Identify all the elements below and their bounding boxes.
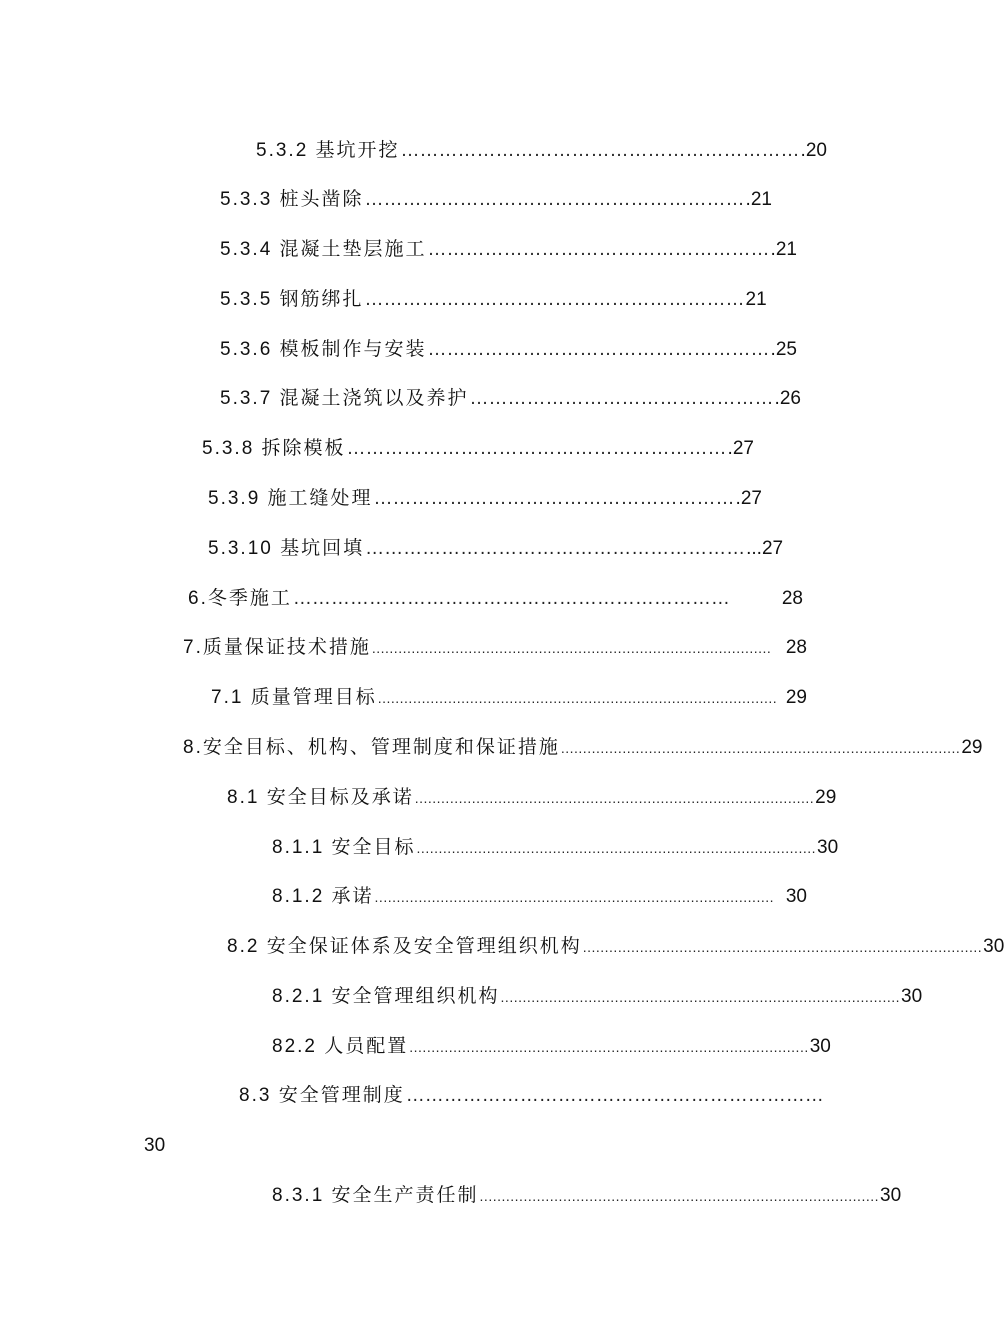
toc-leader-dots: ........................................................................................... — [374, 889, 775, 905]
toc-leader-dots: ........................................................................................... — [409, 1039, 809, 1055]
toc-entry[interactable] — [227, 933, 1004, 961]
toc-page-number: .27 — [735, 488, 762, 509]
toc-leader-dots: ………………………………………………………… — [405, 1085, 824, 1106]
toc-page-number: 30 — [983, 936, 1004, 957]
toc-leader-dots: ........................................................................................... — [500, 989, 901, 1005]
toc-entry[interactable] — [220, 186, 772, 214]
toc-entry-title: 5.3.9 施工缝处理 — [208, 488, 373, 509]
toc-page-number: 30 — [901, 986, 923, 1007]
toc-page-number: .27 — [727, 438, 754, 459]
toc-entry-title: 8.1.1 安全目标 — [272, 837, 416, 858]
toc-entry-title: 8.2.1 安全管理组织机构 — [272, 986, 500, 1007]
toc-entry[interactable] — [211, 684, 807, 712]
toc-page-number: 21 — [745, 289, 767, 310]
toc-leader-dots: ……………………………………………… — [427, 239, 770, 260]
toc-entry[interactable] — [202, 435, 754, 463]
toc-page-number: 28 — [785, 637, 807, 658]
toc-leader-dots: ........................................................................................... — [416, 840, 817, 856]
toc-leader-dots: ........................................................................................... — [414, 790, 815, 806]
toc-leader-dots: …………………………………………………………… — [292, 588, 730, 609]
toc-entry-title: 5.3.10 基坑回填 — [208, 538, 365, 559]
toc-entry[interactable] — [272, 983, 923, 1011]
toc-leader-dots: …………………………………………………… — [365, 538, 746, 559]
toc-leader-dots: ........................................................................................... — [371, 640, 772, 656]
toc-entry[interactable] — [220, 236, 797, 264]
toc-entry-title: 5.3.7 混凝土浇筑以及养护 — [220, 388, 469, 409]
toc-entry-title: 8.1.2 承诺 — [272, 886, 374, 907]
toc-page-number: .21 — [745, 189, 772, 210]
toc-entry[interactable] — [256, 137, 827, 165]
toc-page-number: .26 — [774, 388, 801, 409]
toc-page-number: 29 — [815, 787, 837, 808]
toc-entry[interactable] — [239, 1082, 824, 1110]
toc-leader-dots: ........................................................................................... — [560, 740, 961, 756]
toc-entry-title: 6.冬季施工 — [188, 588, 292, 609]
toc-leader-dots: ........................................................................................... — [479, 1188, 880, 1204]
toc-leader-dots: …………………………………………………… — [346, 438, 727, 459]
toc-entry-title: 8.1 安全目标及承诺 — [227, 787, 414, 808]
toc-entry-title: 7.质量保证技术措施 — [183, 637, 371, 658]
toc-entry[interactable] — [208, 535, 784, 563]
toc-page-number: .25 — [770, 339, 797, 360]
toc-page-number: 28 — [781, 588, 803, 609]
toc-page-number: .21 — [770, 239, 797, 260]
toc-entry[interactable] — [272, 1033, 831, 1061]
toc-leader-dots: ………………………………………… — [469, 388, 774, 409]
toc-leader-dots: …………………………………………………… — [364, 189, 745, 210]
toc-entry[interactable] — [220, 286, 767, 314]
toc-page-number: .20 — [800, 140, 827, 161]
toc-page-number: ...27 — [746, 538, 784, 559]
toc-leader-dots: ........................................................................................... — [377, 690, 778, 706]
toc-entry-title: 5.3.2 基坑开挖 — [256, 140, 400, 161]
toc-entry-title: 8.3.1 安全生产责任制 — [272, 1185, 479, 1206]
toc-entry[interactable] — [183, 634, 807, 662]
toc-page-number: 30 — [880, 1185, 902, 1206]
toc-entry-title: 8.3 安全管理制度 — [239, 1085, 405, 1106]
toc-entry[interactable] — [183, 734, 983, 762]
toc-entry-title: 8.安全目标、机构、管理制度和保证措施 — [183, 737, 560, 758]
toc-leader-dots: ………………………………………………… — [373, 488, 735, 509]
toc-entry[interactable] — [208, 485, 762, 513]
toc-page-number: 30 — [817, 837, 839, 858]
toc-entry-title: 5.3.5 钢筋绑扎 — [220, 289, 364, 310]
toc-leader-dots: …………………………………………………… — [364, 289, 745, 310]
toc-entry[interactable] — [188, 585, 803, 613]
toc-entry-title: 5.3.6 模板制作与安装 — [220, 339, 427, 360]
toc-entry-title: 5.3.3 桩头凿除 — [220, 189, 364, 210]
toc-entry-title: 7.1 质量管理目标 — [211, 687, 377, 708]
toc-entry-title: 82.2 人员配置 — [272, 1036, 409, 1057]
toc-leader-dots: ……………………………………………………… — [400, 140, 800, 161]
toc-leader-dots: ……………………………………………… — [427, 339, 770, 360]
toc-entry[interactable] — [272, 834, 839, 862]
toc-page-number: 29 — [961, 737, 983, 758]
toc-page-number: 30 — [785, 886, 807, 907]
toc-entry-title: 5.3.8 拆除模板 — [202, 438, 346, 459]
toc-leader-dots: ........................................................................................... — [582, 939, 983, 955]
toc-wrapped-page-number: 30 — [144, 1135, 166, 1156]
toc-entry[interactable] — [272, 883, 807, 911]
toc-entry[interactable] — [227, 784, 837, 812]
toc-entry-title: 5.3.4 混凝土垫层施工 — [220, 239, 427, 260]
toc-page-number: 30 — [809, 1036, 831, 1057]
toc-page-number: 29 — [785, 687, 807, 708]
toc-entry-title: 8.2 安全保证体系及安全管理组织机构 — [227, 936, 582, 957]
toc-entry[interactable] — [220, 336, 797, 364]
toc-entry[interactable] — [272, 1182, 902, 1210]
toc-entry[interactable] — [220, 385, 801, 413]
